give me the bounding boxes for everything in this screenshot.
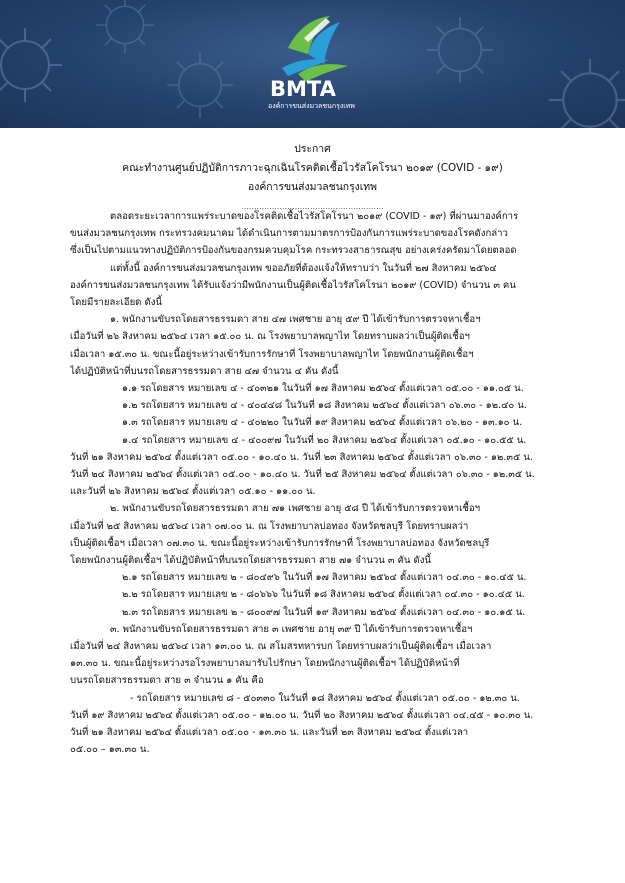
- case-3-line: ๑๓.๓๐ น. ขณะนี้อยู่ระหว่างรอโรงพยาบาลมารับไปรักษา โดยพนักงานผู้ติดเชื้อฯ ได้ปฏิบัติหน้าที่: [70, 658, 460, 670]
- logo-text: BMTA: [270, 77, 336, 101]
- bus-item: ๑.๒ รถโดยสาร หมายเลข ๔ - ๔๐๔๔๘ ในวันที่ ๑๘ สิงหาคม ๒๕๖๔ ตั้งแต่เวลา ๐๖.๓๐ - ๑๒.๔๐ น.: [122, 400, 527, 412]
- paragraph-line: แต่ทั้งนี้ องค์การขนส่งมวลชนกรุงเทพ ขออภัยที่ต้องแจ้งให้ทราบว่า ในวันที่ ๒๗ สิงหาคม ๒๕๖๔: [110, 262, 497, 274]
- schedule-line: ๐๕.๐๐ – ๑๓.๓๐ น.: [70, 744, 150, 756]
- case-3-line: บนรถโดยสารธรรมดา สาย ๓ จำนวน ๑ คัน คือ: [70, 675, 264, 687]
- bus-item: ๑.๔ รถโดยสาร หมายเลข ๔ - ๔๐๐๙๗ ในวันที่ ๒๐ สิงหาคม ๒๕๖๔ ตั้งแต่เวลา ๐๕.๑๐ - ๑๐.๕๕ น.: [122, 434, 527, 446]
- case-1-line: เมื่อเวลา ๑๕.๓๐ น. ขณะนี้อยู่ระหว่างเข้ารับการรักษาที่ โรงพยาบาลพญาไท โดยพนักงานผู้ติดเชื้อฯ: [70, 348, 474, 360]
- paragraph-line: ขนส่งมวลชนกรุงเทพ กระทรวงคมนาคม ได้ดำเนินการตามมาตรการป้องกันการแพร่ระบาดของโรคดังกล่าว: [70, 228, 508, 240]
- title-line-2: คณะทำงานศูนย์ปฏิบัติการภาวะฉุกเฉินโรคติดเชื้อไวรัสโคโรนา ๒๐๑๙ (COVID - ๑๙): [122, 162, 503, 174]
- bus-item: - รถโดยสาร หมายเลข ๘ - ๕๐๓๓๐ ในวันที่ ๑๘ สิงหาคม ๒๕๖๔ ตั้งแต่เวลา ๐๕.๐๐ - ๑๒.๓๐ น.: [130, 692, 520, 704]
- paragraph-line: โดยมีรายละเอียด ดังนี้: [70, 297, 162, 309]
- case-1-line: เมื่อวันที่ ๒๖ สิงหาคม ๒๕๖๔ เวลา ๑๕.๐๐ น. ณ โรงพยาบาลพญาไท โดยทราบผลว่าเป็นผู้ติดเชื้อฯ: [70, 331, 470, 343]
- paragraph-line: ซึ่งเป็นไปตามแนวทางปฏิบัติการป้องกันของกรมควบคุมโรค กระทรวงสาธารณสุข อย่างเคร่งครัดมาโดยตลอด: [70, 245, 517, 257]
- title-line-1: ประกาศ: [294, 143, 331, 155]
- case-2-line: เมื่อวันที่ ๒๕ สิงหาคม ๒๕๖๔ เวลา ๐๗.๐๐ น. ณ โรงพยาบาลบ่อทอง จังหวัดชลบุรี โดยทราบผลว่า: [70, 520, 469, 532]
- case-1-line: ได้ปฏิบัติหน้าที่บนรถโดยสารธรรมดา สาย ๔๗ จำนวน ๔ คัน ดังนี้: [70, 365, 339, 377]
- logo-subtitle: องค์การขนส่งมวลชนกรุงเทพ: [268, 102, 355, 110]
- schedule-line: วันที่ ๒๑ สิงหาคม ๒๕๖๔ ตั้งแต่เวลา ๐๕.๐๐ - ๑๓.๓๐ น. และวันที่ ๒๓ สิงหาคม ๒๕๖๔ ตั้งแต่เวลา: [70, 727, 469, 739]
- virus-decoration-icon: [0, 20, 70, 110]
- schedule-line: วันที่ ๑๙ สิงหาคม ๒๕๖๔ ตั้งแต่เวลา ๐๕.๐๐ - ๑๒.๐๐ น. วันที่ ๒๐ สิงหาคม ๒๕๖๔ ตั้งแต่เวลา ๐๔.๔๕ - ๑๐.๓๐ น.: [70, 709, 534, 721]
- title-divider: ........................................................: [241, 202, 384, 211]
- case-1-line: ๑. พนักงานขับรถโดยสารธรรมดา สาย ๔๗ เพศชาย อายุ ๕๙ ปี ได้เข้ารับการตรวจหาเชื้อฯ: [110, 314, 481, 326]
- header-banner: [0, 0, 625, 128]
- virus-decoration-icon: [90, 0, 160, 60]
- bus-item: ๒.๓ รถโดยสาร หมายเลข ๒ - ๘๐๐๙๗ ในวันที่ ๑๙ สิงหาคม ๒๕๖๔ ตั้งแต่เวลา ๐๔.๓๐ - ๑๐.๑๕ น.: [122, 606, 526, 618]
- announcement-title: [0, 140, 625, 197]
- case-3-line: เมื่อวันที่ ๒๔ สิงหาคม ๒๕๖๔ เวลา ๑๓.๐๐ น. ณ สโมสรทหารบก โดยทราบผลว่าเป็นผู้ติดเชื้อฯ เมื่อเวลา: [70, 641, 492, 653]
- bus-item: ๑.๓ รถโดยสาร หมายเลข ๔ - ๔๐๒๒๐ ในวันที่ ๑๙ สิงหาคม ๒๕๖๔ ตั้งแต่เวลา ๐๖.๒๐ - ๑๓.๑๐ น.: [122, 417, 523, 429]
- announcement-body: [70, 208, 560, 759]
- virus-decoration-icon: [160, 45, 240, 125]
- case-2-line: โดยพนักงานผู้ติดเชื้อฯ ได้ปฏิบัติหน้าที่บนรถโดยสารธรรมดา สาย ๗๑ จำนวน ๓ คัน ดังนี้: [70, 555, 431, 567]
- paragraph-line: ตลอดระยะเวลาการแพร่ระบาดของโรคติดเชื้อไวรัสโคโรนา ๒๐๑๙ (COVID - ๑๙) ที่ผ่านมาองค์การ: [110, 211, 519, 222]
- bus-item: ๒.๑ รถโดยสาร หมายเลข ๒ - ๘๐๔๙๖ ในวันที่ ๑๗ สิงหาคม ๒๕๖๔ ตั้งแต่เวลา ๐๔.๓๐ - ๑๐.๔๕ น.: [122, 572, 527, 584]
- announcement-content: [0, 128, 625, 883]
- bus-item: ๒.๒ รถโดยสาร หมายเลข ๒ - ๘๐๖๖๖ ในวันที่ ๑๘ สิงหาคม ๒๕๖๔ ตั้งแต่เวลา ๐๔.๓๐ - ๑๐.๔๕ น.: [122, 589, 525, 601]
- schedule-line: วันที่ ๒๔ สิงหาคม ๒๕๖๔ ตั้งแต่เวลา ๐๕.๐๐ - ๑๐.๔๐ น. วันที่ ๒๕ สิงหาคม ๒๕๖๔ ตั้งแต่เวลา ๐๖.๓๐ - ๑๒.๓๕ น.: [70, 469, 535, 481]
- case-2-line: เป็นผู้ติดเชื้อฯ เมื่อเวลา ๐๗.๓๐ น. ขณะนี้อยู่ระหว่างเข้ารับการรักษาที่ โรงพยาบาลบ่อทอง จังหวัดชลบุรี: [70, 537, 490, 549]
- case-3-line: ๓. พนักงานขับรถโดยสารธรรมดา สาย ๓ เพศชาย อายุ ๓๙ ปี ได้เข้ารับการตรวจหาเชื้อฯ: [110, 623, 473, 635]
- virus-decoration-icon: [420, 10, 500, 90]
- case-2-line: ๒. พนักงานขับรถโดยสารธรรมดา สาย ๗๑ เพศชาย อายุ ๕๘ ปี ได้เข้ารับการตรวจหาเชื้อฯ: [110, 503, 481, 515]
- schedule-line: และวันที่ ๒๖ สิงหาคม ๒๕๖๔ ตั้งแต่เวลา ๐๕.๑๐ - ๑๑.๐๐ น.: [70, 486, 316, 498]
- title-line-3: องค์การขนส่งมวลชนกรุงเทพ: [248, 181, 377, 193]
- paragraph-line: องค์การขนส่งมวลชนกรุงเทพ ได้รับแจ้งว่ามีพนักงานเป็นผู้ติดเชื้อไวรัสโคโรนา ๒๐๑๙ (COVID) จำนวน ๓ คน: [70, 279, 516, 291]
- schedule-line: วันที่ ๒๑ สิงหาคม ๒๕๖๔ ตั้งแต่เวลา ๐๕.๐๐ - ๑๐.๔๐ น. วันที่ ๒๓ สิงหาคม ๒๕๖๔ ตั้งแต่เวลา ๐๖.๓๐ - ๑๒.๓๕ น.: [70, 451, 533, 463]
- bus-item: ๑.๑ รถโดยสาร หมายเลข ๔ - ๔๐๓๒๑ ในวันที่ ๑๗ สิงหาคม ๒๕๖๔ ตั้งแต่เวลา ๐๕.๐๐ - ๑๑.๐๕ น.: [122, 383, 524, 395]
- virus-decoration-icon: [540, 50, 625, 128]
